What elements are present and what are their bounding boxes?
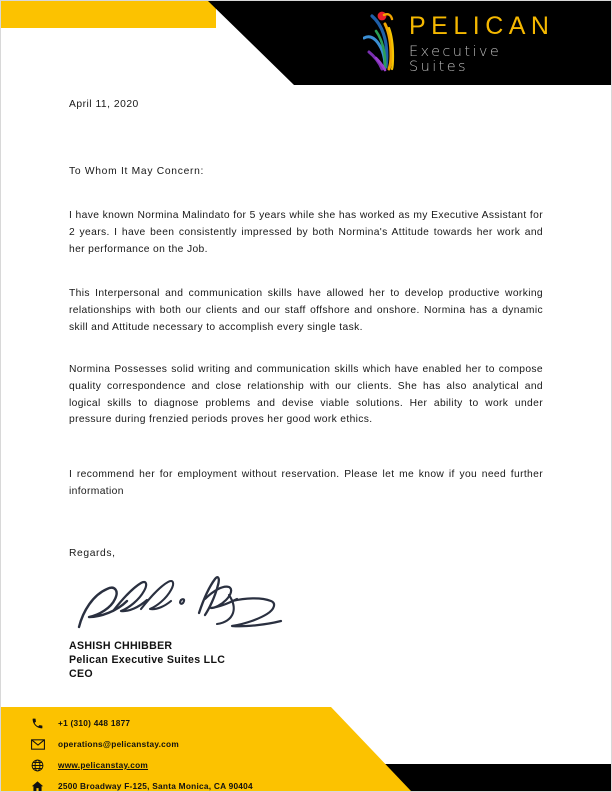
letter-paragraph-3: Normina Possesses solid writing and communication skills which have enabled her to compose quality correspondence and close relationship with our clients. She has also analytical and logical skills to diagnose problems and devise viable solutions. Her ability to work under pressure during frenzied periods proves her good work ethics. [69,364,543,426]
letter-salutation: To Whom It May Concern: [69,165,205,177]
envelope-icon [31,736,51,752]
logo-tagline: Executive Suites [409,44,502,75]
letter-body [69,97,543,681]
phone-icon [31,715,51,731]
footer-website-value[interactable]: www.pelicanstay.com [58,760,149,770]
footer-contact-address [31,776,361,792]
footer-address-value: 2500 Broadway F-125, Santa Monica, CA 90404 [58,781,253,791]
page-header [1,1,612,93]
logo-wordmark [409,14,563,74]
footer-contact-phone [31,713,361,733]
signature-area [69,567,299,639]
footer-contact-website[interactable] [31,755,361,775]
footer-email-value[interactable]: operations@pelicanstay.com [58,739,179,749]
footer-contact-list [31,713,361,792]
letter-paragraph-2: This Interpersonal and communication skills have allowed her to develop productive working relationships with both our clients and our staff offshore and onshore. Normina has a dynamic skill and Attitude necessary to accomplish every single task. [69,288,543,333]
footer-contact-email[interactable] [31,734,361,754]
footer-phone-value: +1 (310) 448 1877 [58,718,131,728]
logo-brand-name: PELICAN [409,12,555,40]
company-logo [363,10,563,76]
page-footer [1,699,612,791]
home-icon [31,778,51,792]
letter-paragraph-1: I have known Normina Malindato for 5 years while she has worked as my Executive Assistant for 2 years. I have been consistently impressed by both Normina's Attitude towards her work and her performance on the Job. [69,210,543,255]
handwritten-signature [69,567,299,639]
pelican-bird-logo [363,10,405,72]
globe-icon [31,757,51,773]
letter-paragraph-4: I recommend her for employment without reservation. Please let me know if you need further information [69,469,543,497]
signer-company: Pelican Executive Suites LLC [69,654,226,667]
letter-date: April 11, 2020 [69,99,139,110]
header-yellow-band [1,1,216,28]
signer-title: CEO [69,668,93,681]
letter-closing: Regards, [69,548,116,560]
signer-name: ASHISH CHHIBBER [69,640,173,653]
